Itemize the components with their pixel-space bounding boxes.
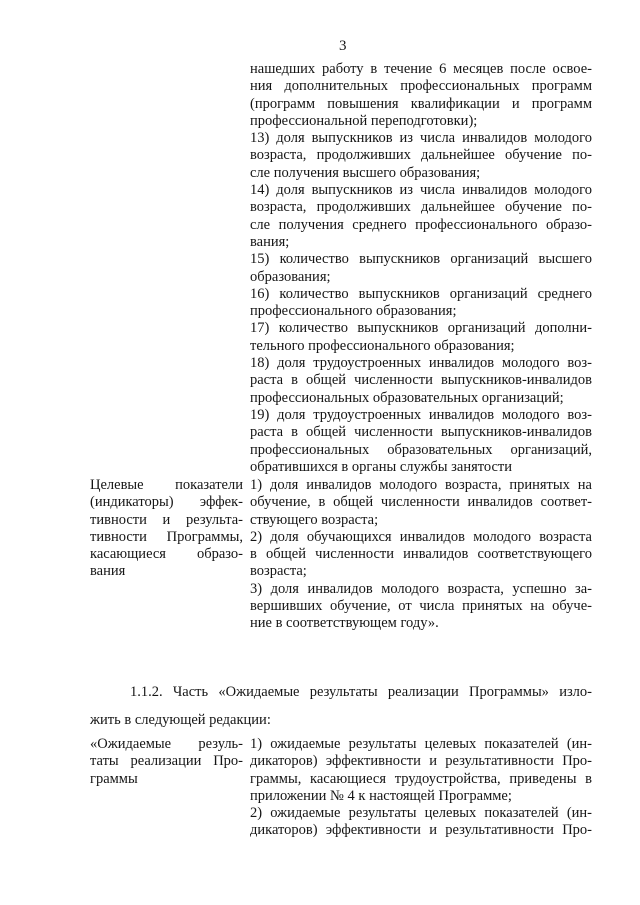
list-item bbox=[250, 286, 592, 321]
text-line: сле получения среднего профессионального образо- bbox=[250, 216, 592, 233]
text-line: граммы bbox=[90, 770, 138, 787]
text-line: граммы, касающиеся трудоустройства, приведены в bbox=[250, 770, 592, 787]
text-line: (индикаторы) эффек- bbox=[90, 494, 243, 511]
list-item bbox=[250, 581, 592, 633]
text-line: обратившихся в органы службы занятости bbox=[250, 458, 513, 475]
text-line: возраста; bbox=[250, 563, 307, 580]
text-line: 13) доля выпускников из числа инвалидов молодого bbox=[250, 130, 592, 147]
text-line: 14) доля выпускников из числа инвалидов молодого bbox=[250, 182, 592, 199]
text-line: жить в следующей редакции: bbox=[90, 712, 271, 728]
table-2-row-1-right-cell bbox=[250, 736, 592, 840]
text-line: обучение, в общей численности инвалидов соответ- bbox=[250, 494, 592, 511]
text-line: дикаторов) эффективности и результативности Про- bbox=[250, 822, 592, 839]
text-line: сле получения высшего образования; bbox=[250, 164, 481, 181]
text-line: раста в общей численности выпускников-инвалидов bbox=[250, 372, 592, 389]
list-item bbox=[250, 182, 592, 251]
list-item bbox=[250, 320, 592, 355]
text-line: раста в общей численности выпускников-инвалидов bbox=[250, 424, 592, 441]
text-line: 3) доля инвалидов молодого возраста, успешно за- bbox=[250, 580, 592, 597]
text-line: тивности и результа- bbox=[90, 511, 243, 528]
text-line: тивности Программы, bbox=[90, 528, 243, 545]
text-line: Целевые показатели bbox=[90, 477, 243, 493]
text-line: 2) доля обучающихся инвалидов молодого возраста bbox=[250, 528, 592, 545]
text-line: 16) количество выпускников организаций среднего bbox=[250, 285, 592, 302]
list-item bbox=[250, 61, 592, 130]
text-line: тельного профессионального образования; bbox=[250, 337, 515, 354]
list-item bbox=[250, 736, 592, 805]
text-line: 1.1.2. Часть «Ожидаемые результаты реализации Программы» изло- bbox=[130, 684, 592, 700]
text-line: в общей численности инвалидов соответствующего bbox=[250, 546, 592, 563]
page-number: 3 bbox=[339, 38, 347, 54]
text-line: профессиональных образовательных организаций, bbox=[250, 441, 592, 458]
text-line: 19) доля трудоустроенных инвалидов молодого воз- bbox=[250, 406, 592, 423]
table-1-row-2-left-cell bbox=[90, 477, 243, 581]
text-line: (программ повышения квалификации и программ bbox=[250, 95, 592, 112]
text-line: 15) количество выпускников организаций высшего bbox=[250, 251, 592, 268]
text-line: ствующего возраста; bbox=[250, 511, 379, 528]
text-line: 17) количество выпускников организаций дополни- bbox=[250, 320, 592, 337]
text-line: вания bbox=[90, 563, 126, 580]
text-line: вания; bbox=[250, 233, 290, 250]
text-line: возраста, продолживших дальнейшее обучение по- bbox=[250, 199, 592, 216]
text-line: ния дополнительных профессиональных программ bbox=[250, 78, 592, 95]
list-item bbox=[250, 805, 592, 840]
list-item bbox=[250, 130, 592, 182]
text-line: ние в соответствующем году». bbox=[250, 615, 439, 632]
list-item bbox=[250, 477, 592, 529]
table-1-row-1-right-cell bbox=[250, 61, 592, 476]
table-2-row-1-left-cell bbox=[90, 736, 243, 788]
text-line: 1) ожидаемые результаты целевых показателей (ин- bbox=[250, 736, 592, 752]
text-line: профессиональных образовательных организаций; bbox=[250, 389, 564, 406]
table-1-row-2-right-cell bbox=[250, 477, 592, 633]
text-line: 1) доля инвалидов молодого возраста, принятых на bbox=[250, 477, 592, 493]
list-item bbox=[250, 355, 592, 407]
list-item bbox=[250, 529, 592, 581]
paragraph-1-1-2 bbox=[90, 678, 592, 734]
text-line: «Ожидаемые резуль- bbox=[90, 736, 243, 752]
text-line: приложении № 4 к настоящей Программе; bbox=[250, 787, 512, 804]
text-line: профессиональной переподготовки); bbox=[250, 112, 478, 129]
list-item bbox=[250, 251, 592, 286]
text-line: 18) доля трудоустроенных инвалидов молодого воз- bbox=[250, 355, 592, 372]
text-line: таты реализации Про- bbox=[90, 753, 243, 770]
text-line: профессионального образования; bbox=[250, 303, 457, 320]
text-line: возраста, продолживших дальнейшее обучение по- bbox=[250, 147, 592, 164]
text-line: вершивших обучение, от числа принятых на обуче- bbox=[250, 598, 592, 615]
text-line: образования; bbox=[250, 268, 331, 285]
text-line: дикаторов) эффективности и результативности Про- bbox=[250, 753, 592, 770]
text-line: касающиеся образо- bbox=[90, 546, 243, 563]
text-line: нашедших работу в течение 6 месяцев после освое- bbox=[250, 61, 592, 77]
list-item bbox=[250, 407, 592, 476]
text-line: 2) ожидаемые результаты целевых показателей (ин- bbox=[250, 805, 592, 822]
